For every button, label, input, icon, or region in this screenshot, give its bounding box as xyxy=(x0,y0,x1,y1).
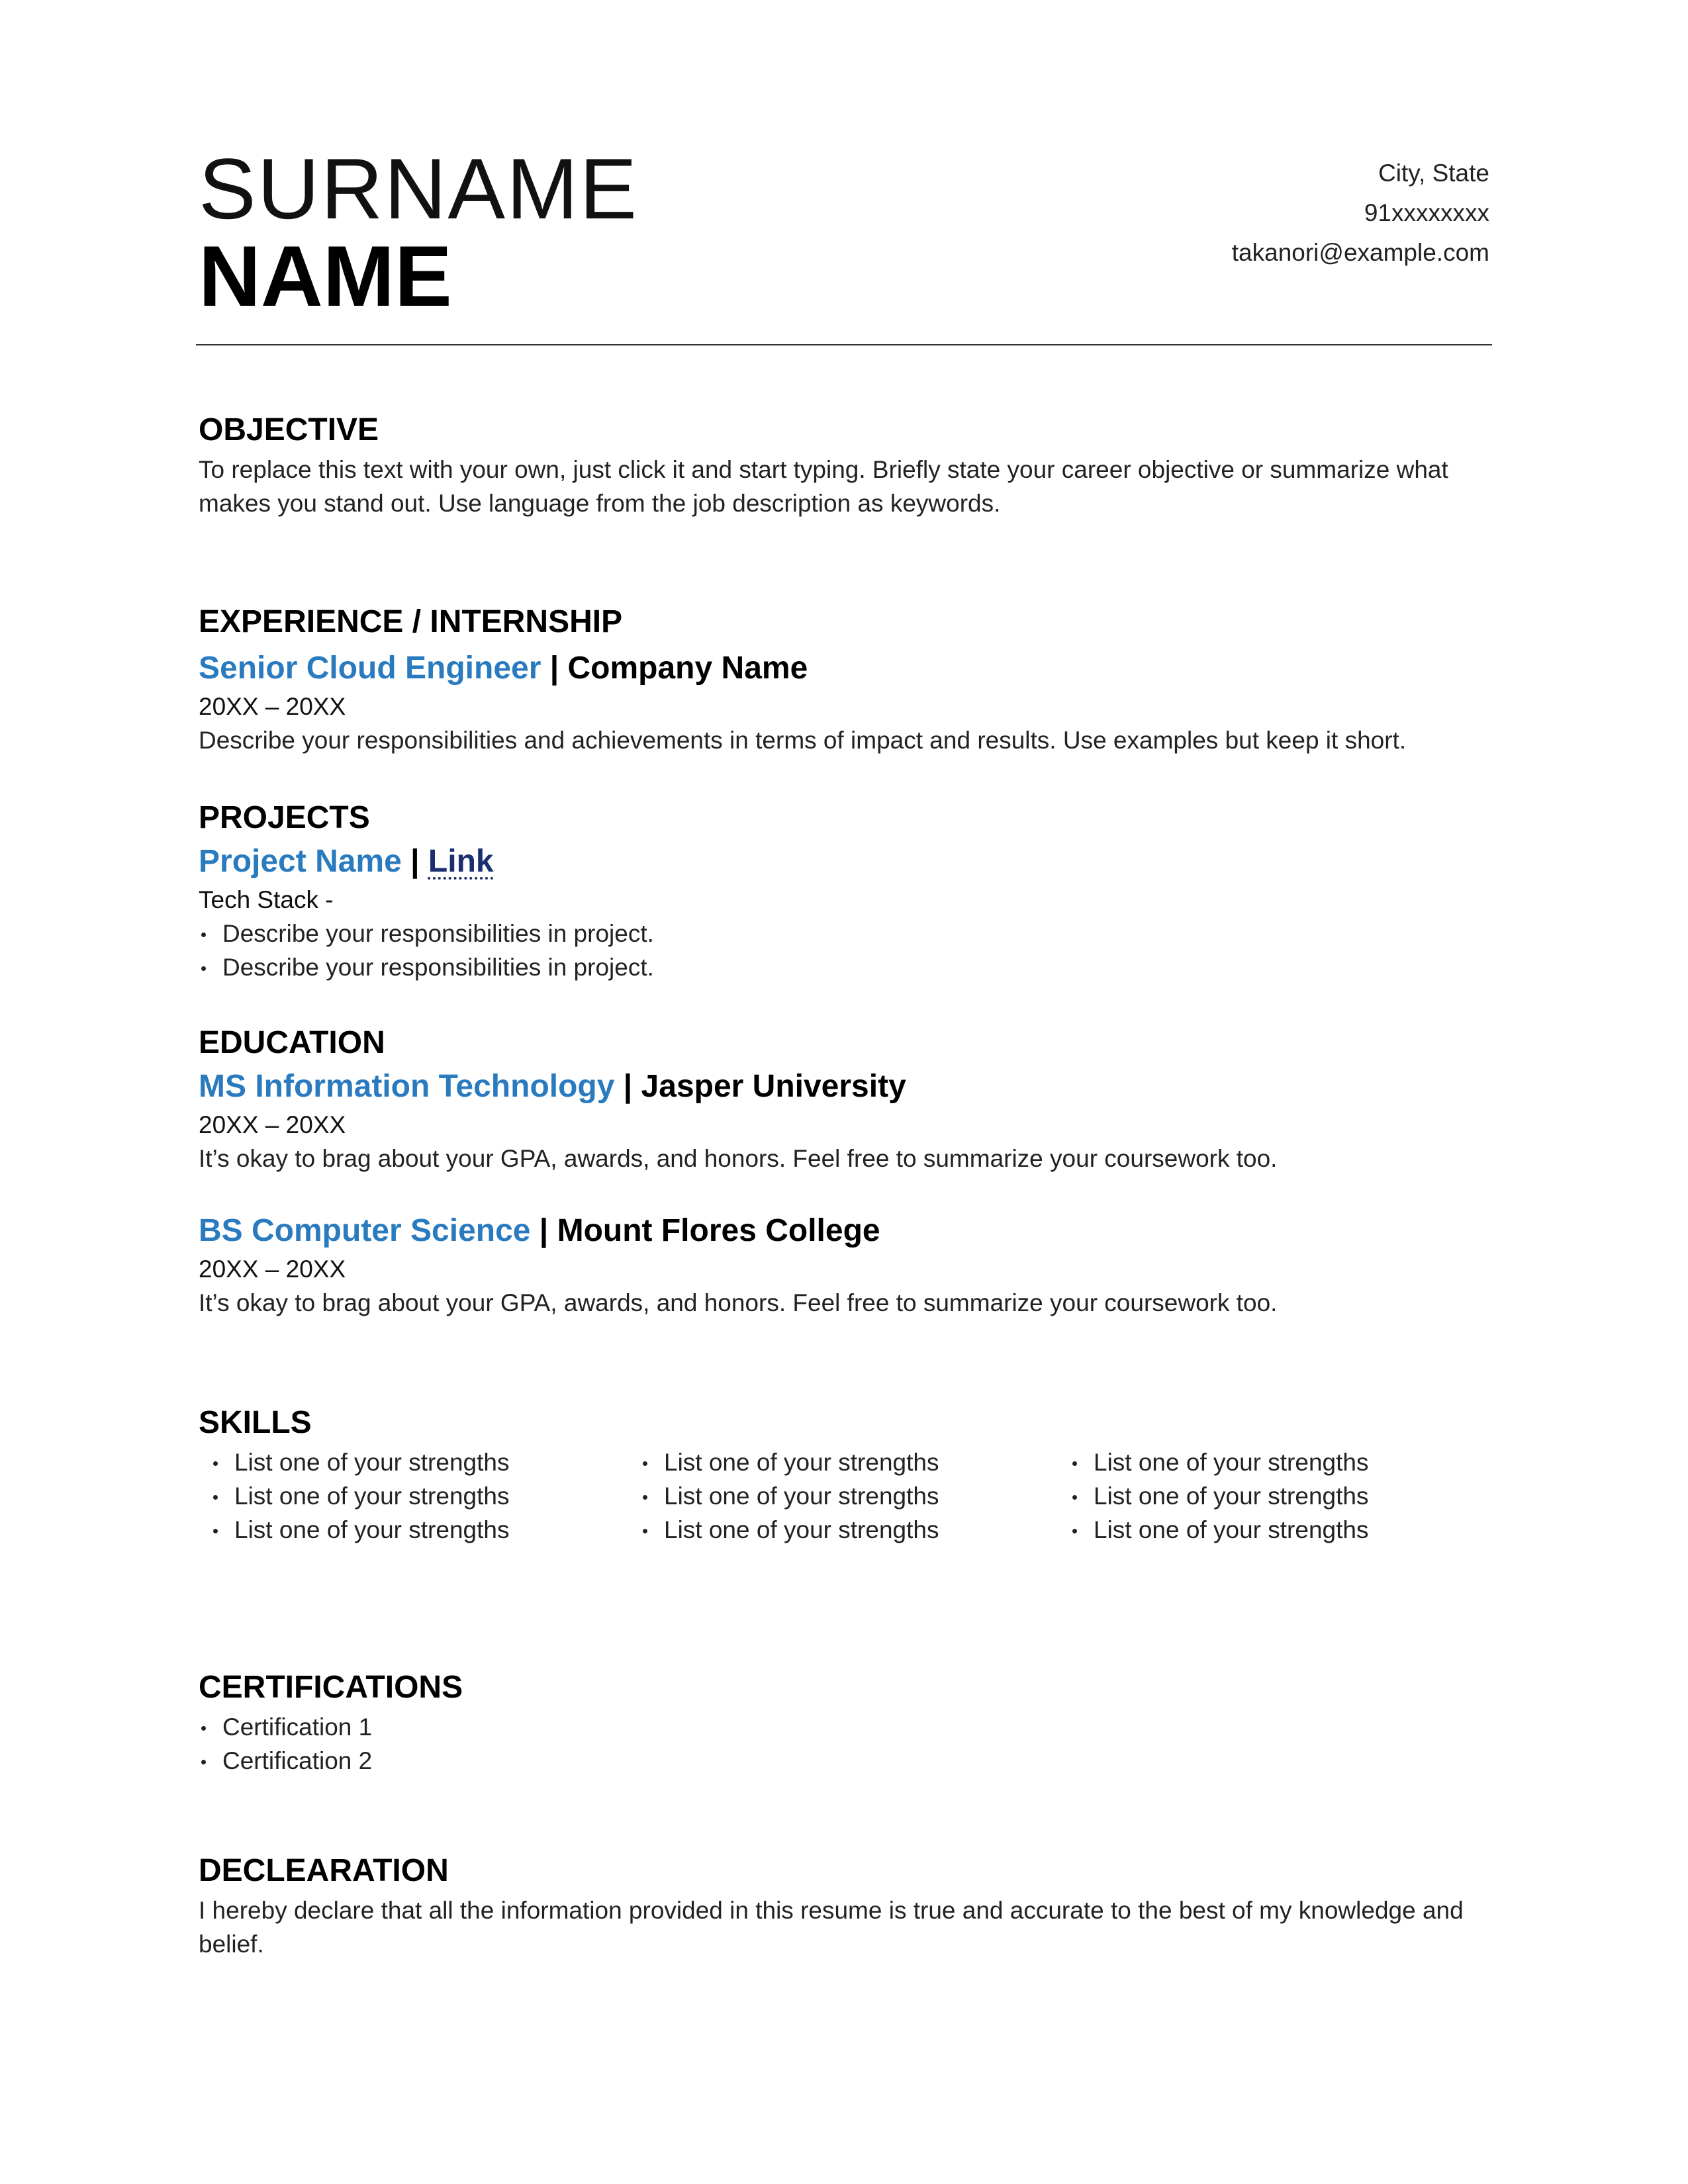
list-item: Certification 2 xyxy=(199,1744,1489,1778)
education-description: It’s okay to brag about your GPA, awards, and honors. Feel free to summarize your coursework too. xyxy=(199,1145,1278,1172)
experience-company: Company Name xyxy=(567,651,808,686)
education-school: Mount Flores College xyxy=(557,1213,880,1248)
resume-header xyxy=(199,139,1489,351)
skills-section xyxy=(199,1403,1489,1551)
education-dates: 20XX – 20XX xyxy=(199,1111,346,1138)
contact-block xyxy=(1232,154,1489,273)
list-item: List one of your strengths xyxy=(640,1479,1037,1513)
list-item: List one of your strengths xyxy=(211,1445,608,1479)
list-item: List one of your strengths xyxy=(211,1479,608,1513)
contact-phone: 91xxxxxxxx xyxy=(1364,199,1489,226)
project-bullets xyxy=(199,917,1489,984)
project-name: Project Name xyxy=(199,844,402,879)
education-separator: | xyxy=(614,1069,641,1104)
certifications-section xyxy=(199,1668,1489,1778)
education-degree: BS Computer Science xyxy=(199,1213,531,1248)
list-item: List one of your strengths xyxy=(640,1513,1037,1547)
experience-dates: 20XX – 20XX xyxy=(199,693,346,720)
declaration-text: I hereby declare that all the information provided in this resume is true and accurate to the best of my knowledge and belief. xyxy=(199,1897,1464,1958)
experience-section xyxy=(199,602,1489,757)
list-item: Describe your responsibilities in project. xyxy=(199,950,1489,984)
given-name: NAME xyxy=(199,228,452,324)
education-separator: | xyxy=(530,1213,557,1248)
education-school: Jasper University xyxy=(641,1069,906,1104)
declaration-heading: DECLEARATION xyxy=(199,1853,449,1888)
certifications-heading: CERTIFICATIONS xyxy=(199,1670,463,1705)
skills-heading: SKILLS xyxy=(199,1405,312,1440)
skills-column-2 xyxy=(640,1445,1037,1547)
list-item: List one of your strengths xyxy=(1070,1513,1467,1547)
list-item: List one of your strengths xyxy=(640,1445,1037,1479)
experience-entry-title xyxy=(199,647,1489,690)
objective-heading: OBJECTIVE xyxy=(199,412,379,447)
experience-separator: | xyxy=(541,651,568,686)
education-degree: MS Information Technology xyxy=(199,1069,615,1104)
list-item: Certification 1 xyxy=(199,1710,1489,1744)
declaration-section xyxy=(199,1851,1489,1961)
objective-section xyxy=(199,410,1489,520)
project-link[interactable]: Link xyxy=(428,844,494,879)
certifications-list xyxy=(199,1710,1489,1778)
skills-column-3 xyxy=(1070,1445,1467,1547)
list-item: List one of your strengths xyxy=(1070,1445,1467,1479)
education-section xyxy=(199,1023,1489,1320)
experience-role: Senior Cloud Engineer xyxy=(199,651,541,686)
education-entry-title xyxy=(199,1066,1489,1108)
contact-email[interactable]: takanori@example.com xyxy=(1231,239,1489,266)
education-entry-title xyxy=(199,1210,1489,1252)
education-heading: EDUCATION xyxy=(199,1025,385,1060)
education-dates: 20XX – 20XX xyxy=(199,1255,346,1283)
skills-column-1 xyxy=(211,1445,608,1547)
skills-columns xyxy=(199,1445,1489,1551)
project-tech-stack: Tech Stack - xyxy=(199,886,334,913)
project-entry-title xyxy=(199,841,1489,883)
experience-heading: EXPERIENCE / INTERNSHIP xyxy=(199,604,623,639)
contact-location: City, State xyxy=(1378,159,1489,187)
experience-description: Describe your responsibilities and achievements in terms of impact and results. Use examples but keep it short. xyxy=(199,727,1407,754)
project-separator: | xyxy=(401,844,428,879)
list-item: List one of your strengths xyxy=(1070,1479,1467,1513)
education-description: It’s okay to brag about your GPA, awards, and honors. Feel free to summarize your coursework too. xyxy=(199,1289,1278,1316)
header-divider xyxy=(196,344,1492,345)
projects-heading: PROJECTS xyxy=(199,800,370,835)
projects-section xyxy=(199,798,1489,984)
list-item: List one of your strengths xyxy=(211,1513,608,1547)
objective-text: To replace this text with your own, just click it and start typing. Briefly state your career objective or summarize what makes you stand out. Use language from the job description as keywords. xyxy=(199,456,1448,517)
list-item: Describe your responsibilities in project. xyxy=(199,917,1489,950)
surname: SURNAME xyxy=(199,140,639,237)
